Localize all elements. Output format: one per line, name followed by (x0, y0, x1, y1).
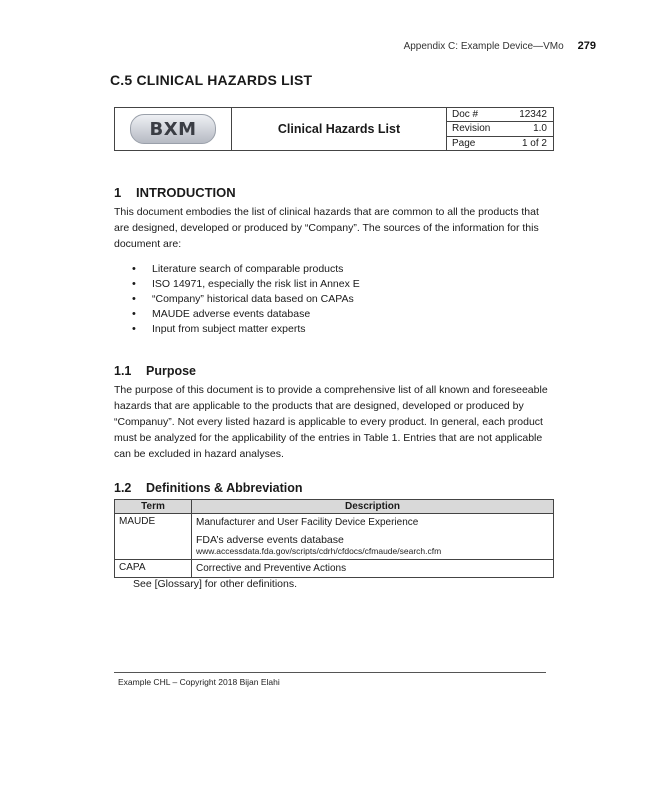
description-text: Corrective and Preventive Actions (196, 563, 347, 574)
intro-heading (114, 185, 236, 200)
page-footer: Example CHL – Copyright 2018 Bijan Elahi (118, 677, 280, 687)
maude-url: www.accessdata.fda.gov/scripts/cdrh/cfdocs/cfmaude/search.cfm (196, 546, 442, 556)
logo-cell (115, 108, 232, 150)
document-header-table (114, 107, 554, 151)
sources-list (132, 262, 360, 337)
term-column-header: Term (115, 500, 192, 514)
description-text: Manufacturer and User Facility Device Experience (196, 517, 419, 528)
revision-label: Revision (452, 123, 491, 135)
description-cell (192, 560, 554, 578)
page-number: 279 (577, 40, 596, 52)
list-item: • ISO 14971, especially the risk list in Annex E (132, 277, 360, 292)
list-item: • MAUDE adverse events database (132, 307, 360, 322)
table-header-row (115, 500, 554, 514)
definitions-heading (114, 481, 303, 495)
table-row (115, 560, 554, 578)
definitions-heading-text: Definitions & Abbreviation (146, 481, 303, 495)
definitions-heading-number: 1.2 (114, 481, 132, 495)
intro-heading-number: 1 (114, 185, 122, 200)
company-logo: BXM (130, 114, 216, 144)
description-cell (192, 514, 554, 560)
purpose-heading (114, 364, 196, 378)
definitions-table (114, 499, 554, 578)
intro-heading-text: INTRODUCTION (136, 185, 236, 200)
intro-paragraph: This document embodies the list of clinical hazards that are common to all the products that are designed, developed or produced by “Company”. The sources of the information for this document are: (114, 206, 539, 250)
revision-row (447, 122, 553, 136)
term-cell: MAUDE (115, 514, 192, 560)
footer-divider (114, 672, 546, 673)
list-item: • Literature search of comparable products (132, 262, 360, 277)
table-row (115, 514, 554, 560)
glossary-note: See [Glossary] for other definitions. (133, 578, 297, 590)
page-value: 1 of 2 (521, 137, 547, 149)
page-label: Page (452, 137, 476, 149)
document-meta (447, 108, 553, 150)
purpose-heading-text: Purpose (146, 364, 197, 378)
section-title: C.5 CLINICAL HAZARDS LIST (110, 72, 313, 88)
running-head (404, 40, 596, 52)
description-column-header: Description (192, 500, 554, 514)
doc-number-row (447, 108, 553, 122)
purpose-paragraph: The purpose of this document is to provide a comprehensive list of all known and foreseeable hazards that are applicable to the products that are designed, developed or produced by “Companuy”. Not every listed hazard is applicable to every product. In general, each product must be analyzed for the applicability of the entries in Table 1. Entries that are not applicable can be excluded in hazard analyses. (114, 384, 548, 460)
running-head-title: Appendix C: Example Device—VMo (403, 41, 564, 52)
list-item: • Input from subject matter experts (132, 322, 360, 337)
revision-value: 1.0 (533, 123, 547, 135)
purpose-heading-number: 1.1 (114, 364, 132, 378)
list-item: • “Company” historical data based on CAPAs (132, 292, 360, 307)
doc-number-label: Doc # (452, 109, 479, 121)
document-title: Clinical Hazards List (232, 108, 447, 150)
doc-number-value: 12342 (519, 109, 547, 121)
description-subtext: FDA’s adverse events database (196, 534, 344, 546)
term-cell: CAPA (115, 560, 192, 578)
page-row (447, 137, 553, 150)
